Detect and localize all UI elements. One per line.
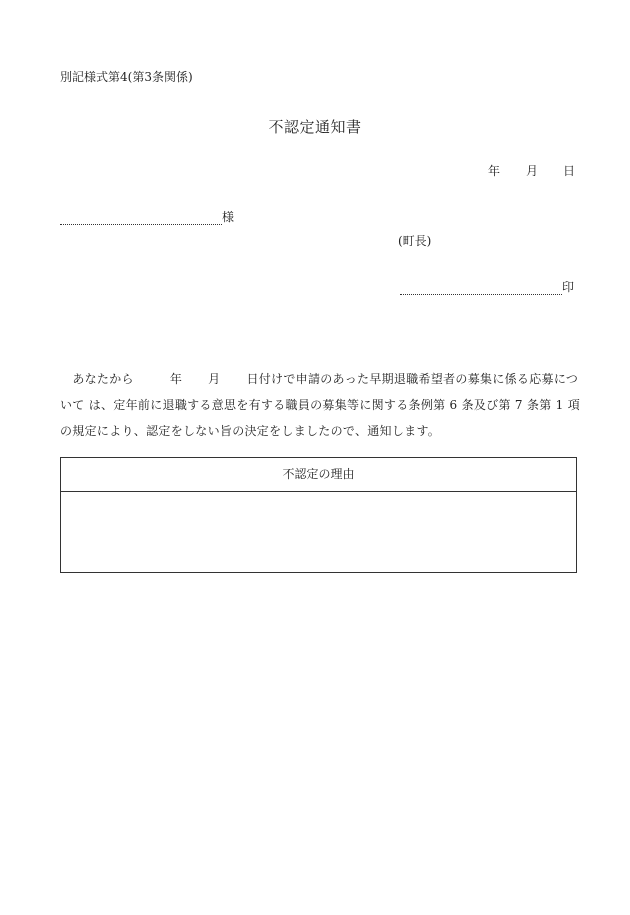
body-year-label: 年 xyxy=(169,372,183,386)
date-month-label: 月 xyxy=(526,164,539,178)
issuer-title: (町長) xyxy=(398,234,432,248)
addressee-suffix: 様 xyxy=(222,210,235,224)
addressee-line xyxy=(60,208,234,225)
date-day-label: 日 xyxy=(563,164,576,178)
date-year-label: 年 xyxy=(488,164,501,178)
seal-mark: 印 xyxy=(562,280,575,294)
reason-header: 不認定の理由 xyxy=(61,458,576,492)
notice-body xyxy=(60,366,580,444)
addressee-blank xyxy=(60,212,222,225)
reason-box xyxy=(60,457,577,573)
document-title: 不認定通知書 xyxy=(268,118,362,136)
body-intro: あなたから xyxy=(72,372,134,386)
form-reference: 別記様式第4(第3条関係) xyxy=(60,70,193,84)
signature-blank xyxy=(400,282,562,295)
body-main-text: 日付けで申請のあった早期退職希望者の募集に係る応募について は、定年前に退職する意思を有する職員の募集等に関する条例第 6 条及び第 7 条第 1 項の規定により、認定をしない旨の決定をしましたので、通知します。 xyxy=(60,372,581,438)
signature-line xyxy=(400,278,574,295)
body-month-label: 月 xyxy=(208,372,221,386)
body-indent xyxy=(60,372,72,386)
